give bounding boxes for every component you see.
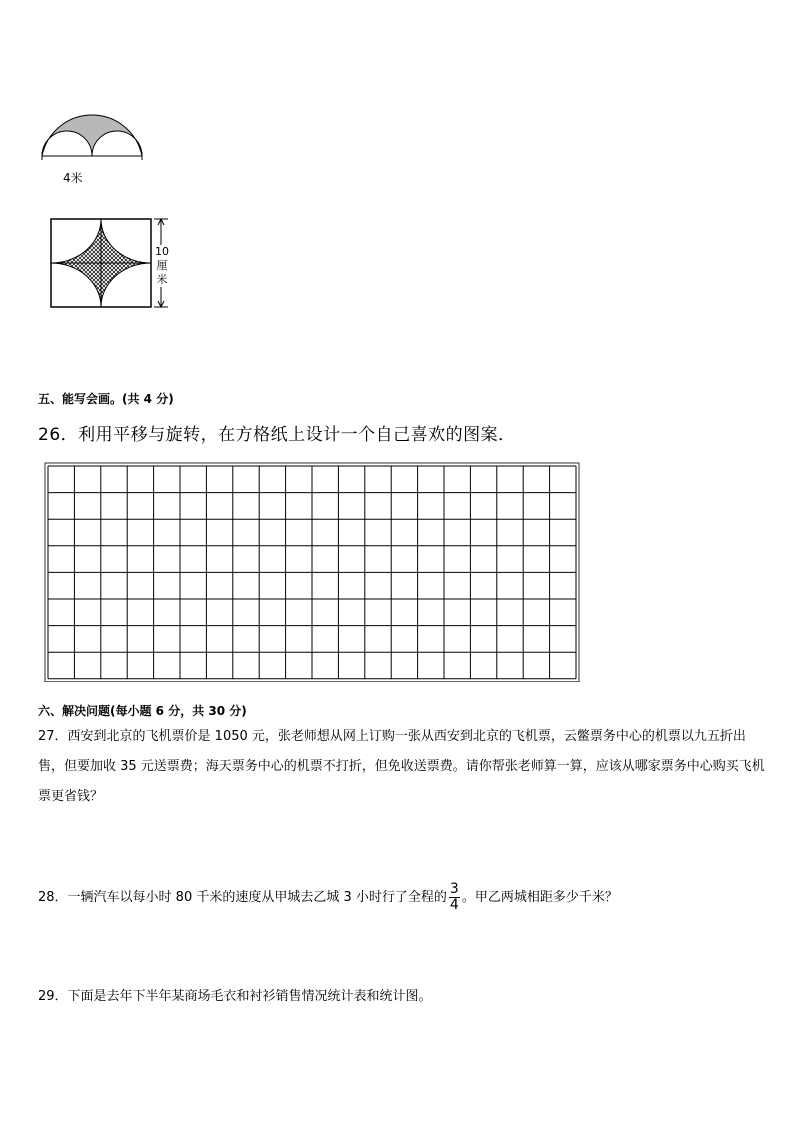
square-side-label-unit-2: 米	[156, 273, 168, 286]
section-5-title: 五、能写会画。(共 4 分)	[38, 392, 174, 406]
square-side-label-unit-1: 厘	[156, 259, 168, 272]
fraction-numerator: 3	[449, 881, 459, 897]
square-side-label-number: 10	[155, 245, 169, 258]
semicircle-label: 4米	[63, 171, 83, 185]
square-side-label	[155, 245, 169, 287]
question-29: 29．下面是去年下半年某商场毛衣和衬衫销售情况统计表和统计图。	[38, 989, 432, 1004]
fraction-three-quarters	[449, 882, 460, 913]
question-28-text-end: 。甲乙两城相距多少千米？	[461, 890, 618, 905]
grid-paper	[44, 462, 582, 682]
question-28	[38, 880, 778, 916]
question-27: 27．西安到北京的飞机票价是 1050 元，张老师想从网上订购一张从西安到北京的飞机票，云鳖票务中心的机票以九五折出售，但要加收 35 元送票费；海天票务中心的机票不打折，但免收送票费。请你帮张老师算一算，应该从哪家票务中心购买飞机票更省钱？	[38, 729, 765, 804]
semicircle-figure	[38, 92, 148, 160]
fraction-denominator: 4	[449, 897, 459, 913]
question-26: 26．利用平移与旋转，在方格纸上设计一个自己喜欢的图案．	[38, 425, 516, 445]
section-6-title: 六、解决问题(每小题 6 分，共 30 分)	[38, 704, 247, 718]
question-28-text: 28．一辆汽车以每小时 80 千米的速度从甲城去乙城 3 小时行了全程的	[38, 890, 447, 905]
